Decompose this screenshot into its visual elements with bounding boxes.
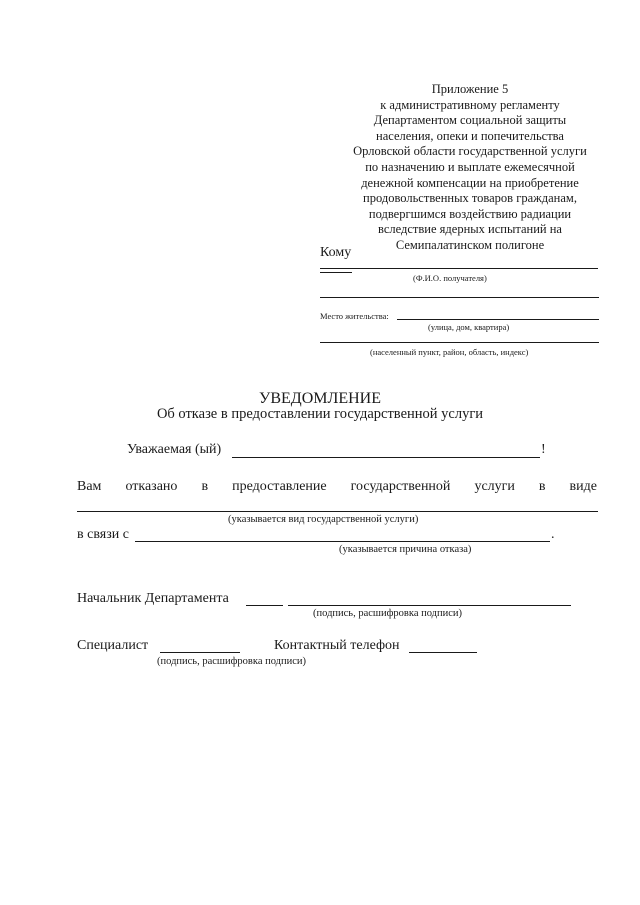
- appendix-header: [325, 82, 615, 254]
- service-type-line: [77, 511, 598, 512]
- notice-subtitle: Об отказе в предоставлении государственной услуги: [156, 406, 484, 422]
- appendix-line: Приложение 5: [431, 82, 509, 96]
- locality-caption: (населенный пункт, район, область, индекс): [370, 347, 529, 357]
- head-sign-line: [246, 605, 283, 606]
- recipient-name-line: [320, 268, 598, 269]
- specialist-label: Специалист: [77, 638, 149, 653]
- refusal-word: в: [201, 479, 209, 494]
- greeting-name-line: [232, 457, 540, 458]
- appendix-line: Орловской области государственной услуги: [353, 144, 587, 159]
- phone-label: Контактный телефон: [274, 638, 400, 653]
- refusal-word: виде: [569, 479, 597, 494]
- appendix-line: Департаментом социальной защиты: [373, 113, 567, 128]
- appendix-line: денежной компенсации на приобретение: [361, 175, 579, 190]
- address-caption: (улица, дом, квартира): [428, 322, 510, 332]
- appendix-line: населения, опеки и попечительства: [376, 128, 564, 143]
- notice-title: УВЕДОМЛЕНИЕ: [259, 390, 381, 407]
- refusal-word: предоставление: [232, 479, 327, 494]
- appendix-line: продовольственных товаров гражданам,: [363, 191, 577, 206]
- head-label: Начальник Департамента: [77, 591, 229, 606]
- reason-prefix: в связи с: [77, 527, 129, 542]
- phone-line: [409, 652, 477, 653]
- reason-end: .: [551, 527, 555, 542]
- service-caption: (указывается вид государственной услуги): [228, 514, 419, 525]
- appendix-line: вследствие ядерных испытаний на: [378, 222, 562, 237]
- refusal-word: отказано: [125, 479, 178, 494]
- residence-line: [397, 319, 599, 320]
- specialist-caption: (подпись, расшифровка подписи): [157, 656, 307, 667]
- locality-line: [320, 342, 599, 343]
- refusal-word: государственной: [350, 479, 451, 494]
- to-short-line: [320, 272, 352, 273]
- head-caption: (подпись, расшифровка подписи): [313, 608, 463, 619]
- appendix-line: Семипалатинском полигоне: [395, 237, 545, 252]
- specialist-sign-line: [160, 652, 240, 653]
- to-label: Кому: [320, 245, 352, 260]
- recipient-extra-line: [320, 297, 599, 298]
- appendix-line: подвергшимся воздействию радиации: [368, 206, 572, 221]
- fio-caption: (Ф.И.О. получателя): [413, 273, 487, 283]
- residence-label: Место жительства:: [320, 311, 389, 321]
- refusal-word: услуги: [474, 479, 515, 494]
- appendix-line: по назначению и выплате ежемесячной: [365, 159, 575, 174]
- reason-line: [135, 541, 550, 542]
- head-name-line: [288, 605, 571, 606]
- reason-caption: (указывается причина отказа): [339, 544, 472, 555]
- greeting-end: !: [541, 442, 546, 457]
- refusal-word: в: [538, 479, 546, 494]
- appendix-line: к административному регламенту: [380, 97, 560, 112]
- refusal-sentence: [77, 479, 597, 495]
- refusal-word: Вам: [77, 479, 102, 494]
- greeting-label: Уважаемая (ый): [127, 442, 222, 457]
